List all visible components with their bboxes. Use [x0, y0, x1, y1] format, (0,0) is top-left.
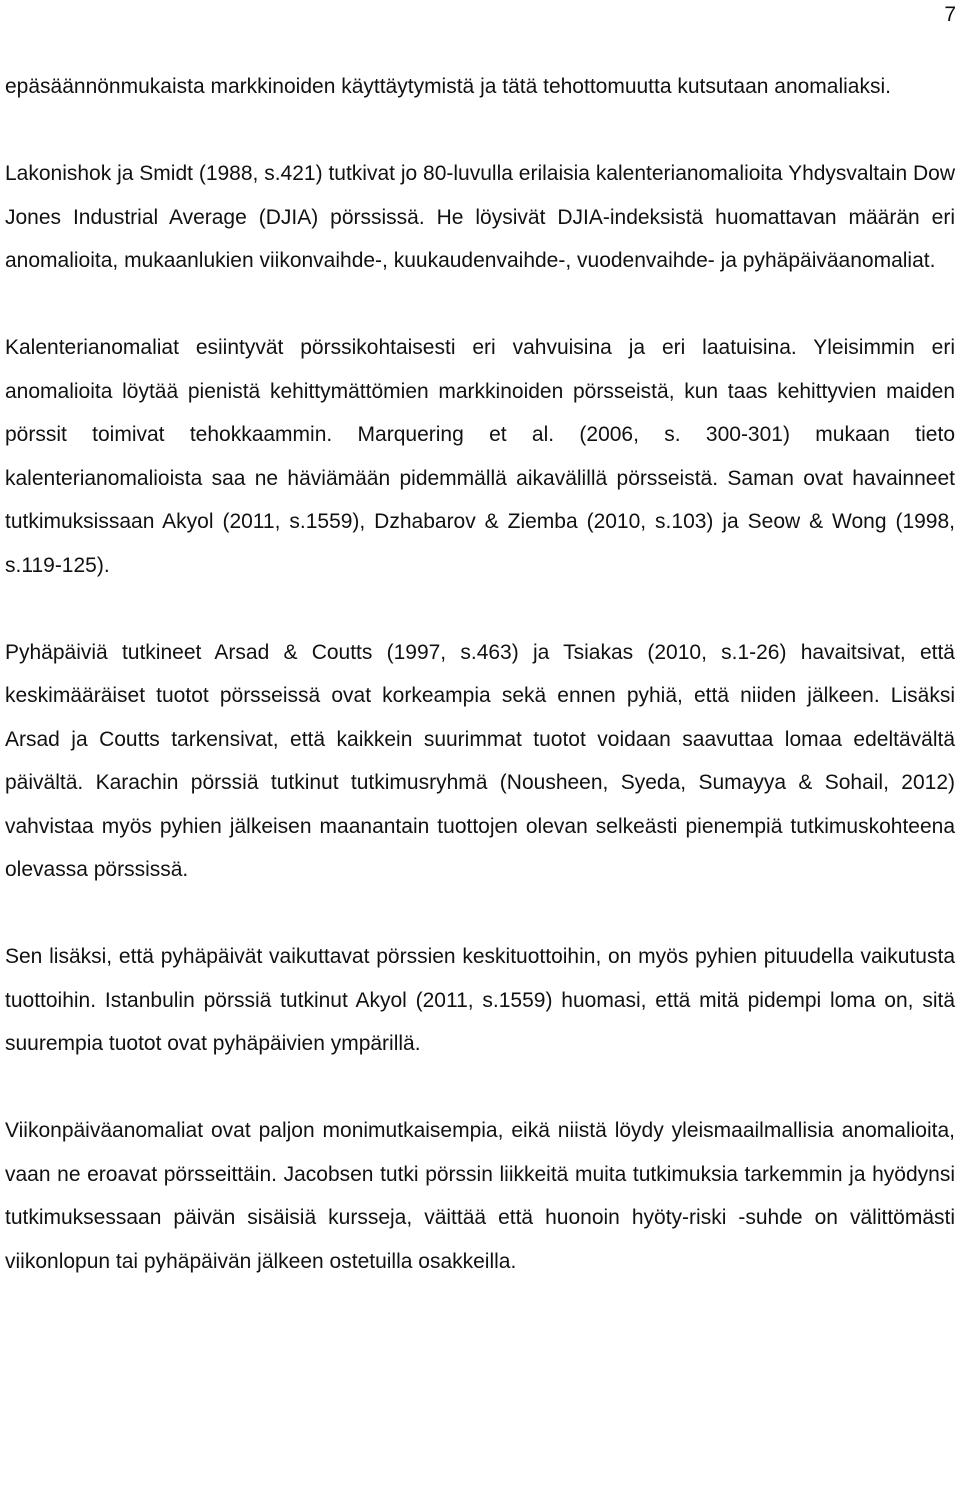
paragraph-calendar-anomalies: Kalenterianomaliat esiintyvät pörssikohtaisesti eri vahvuisina ja eri laatuisina. Yleisimmin eri anomalioita löytää pienistä kehittymättömien markkinoiden pörsseistä, kun taas kehittyvien maiden pörssit toimivat tehokkaammin. Marquering et al. (2006, s. 300-301) mukaan tieto kalenterianomalioista saa ne häviämään pidemmällä aikavälillä pörsseistä. Saman ovat havainneet tutkimuksissaan Akyol (2011, s.1559), Dzhabarov & Ziemba (2010, s.103) ja Seow & Wong (1998, s.119-125).: [5, 336, 955, 577]
page-number: 7: [944, 3, 956, 26]
paragraph-holiday-studies: Pyhäpäiviä tutkineet Arsad & Coutts (1997, s.463) ja Tsiakas (2010, s.1-26) havaitsivat, että keskimääräiset tuotot pörsseissä ovat korkeampia sekä ennen pyhiä, että niiden jälkeen. Lisäksi Arsad ja Coutts tarkensivat, että kaikkein suurimmat tuotot voidaan saavuttaa lomaa edeltävältä päivältä. Karachin pörssiä tutkinut tutkimusryhmä (Nousheen, Syeda, Sumayya & Sohail, 2012) vahvistaa myös pyhien jälkeisen maanantain tuottojen olevan selkeästi pienempiä tutkimuskohteena olevassa pörssissä.: [5, 640, 955, 881]
paragraph-weekday-anomalies: Viikonpäiväanomaliat ovat paljon monimutkaisempia, eikä niistä löydy yleismaailmallisia anomalioita, vaan ne eroavat pörsseittäin. Jacobsen tutki pörssin liikkeitä muita tutkimuksia tarkemmin ja hyödynsi tutkimuksessaan päivän sisäisiä kursseja, väittää että huonoin hyöty-riski -suhde on välittömästi viikonlopun tai pyhäpäivän jälkeen ostetuilla osakkeilla.: [5, 1119, 955, 1273]
paragraph-holiday-length: Sen lisäksi, että pyhäpäivät vaikuttavat pörssien keskituottoihin, on myös pyhien pituudella vaikutusta tuottoihin. Istanbulin pörssiä tutkinut Akyol (2011, s.1559) huomasi, että mitä pidempi loma on, sitä suurempia tuotot ovat pyhäpäivien ympärillä.: [5, 945, 955, 1055]
paragraph-lakonishok-smidt: Lakonishok ja Smidt (1988, s.421) tutkivat jo 80-luvulla erilaisia kalenterianomalioita Yhdysvaltain Dow Jones Industrial Average (DJIA) pörssissä. He löysivät DJIA-indeksistä huomattavan määrän eri anomalioita, mukaanlukien viikonvaihde-, kuukaudenvaihde-, vuodenvaihde- ja pyhäpäiväanomaliat.: [5, 162, 955, 272]
document-body: [5, 65, 955, 1283]
paragraph-anomaly-definition: epäsäännönmukaista markkinoiden käyttäytymistä ja tätä tehottomuutta kutsutaan anomaliaksi.: [5, 75, 891, 98]
